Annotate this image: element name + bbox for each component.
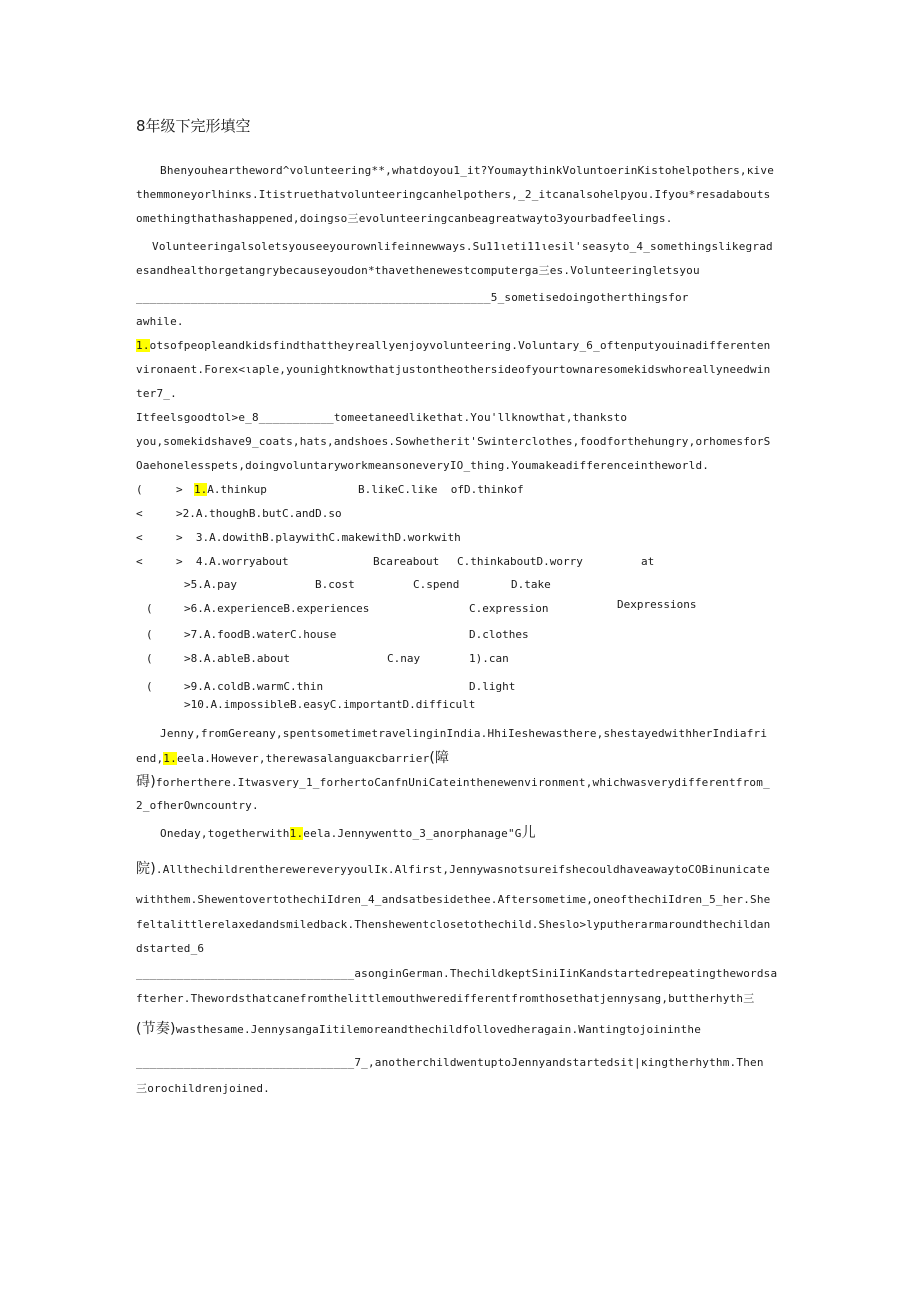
- passage1-text: otsofpeopleandkidsfindthattheyreallyenjoyvolunteering.Voluntary_6_oftenputyouinadifferenten: [149, 339, 771, 352]
- passage2-line: dstarted_6: [136, 942, 205, 955]
- chinese-gloss: (障: [429, 750, 450, 766]
- option-row: > 3.A.dowithB.playwithC.makewithD.workwith: [176, 531, 461, 544]
- passage2-line: 2_ofherOwncountry.: [136, 799, 259, 812]
- passage2-line: fterher.Thewordsthatcanefromthelittlemouthweredifferentfromthosethatjennysang,buttherhyth三: [136, 992, 755, 1005]
- option-ab: >8.A.ableB.about: [184, 652, 290, 665]
- option-d-tail: at: [641, 555, 655, 568]
- option-c: C.nay: [387, 652, 421, 665]
- passage2-text: forherthere.Itwasvery_1_forhertoCanfnUniCateinthenewenvironment,whichwasverydifferentfrom_: [155, 776, 770, 789]
- passage1-line: omethingthathashappened,doingso三evolunteeringcanbeagreatwayto3yourbadfeelings.: [136, 212, 673, 225]
- option-row: >2.A.thoughB.butC.andD.so: [176, 507, 342, 520]
- option-paren: (: [146, 602, 153, 615]
- option-a: >5.A.pay: [184, 578, 237, 591]
- chinese-gloss: (节奏): [136, 1021, 176, 1037]
- option-d: D.light: [469, 680, 516, 693]
- passage1-line: [136, 339, 771, 353]
- option-paren: (: [146, 680, 153, 693]
- chinese-gloss: 碍): [136, 774, 156, 790]
- option-d: D.take: [511, 578, 551, 591]
- option-a: A.thinkup: [207, 483, 267, 496]
- passage2-line: Jenny,fromGereany,spentsometimetravelinginIndia.HhiIeshewasthere,shestayedwithherIndiafri: [160, 727, 768, 740]
- passage2-text: eela.Jennywentto_3_anorphanage"G: [303, 827, 522, 840]
- passage1-line: you,somekidshave9_coats,hats,andshoes.Sowhetherit'Swinterclothes,foodforthehungry,orhomesforS: [136, 435, 771, 448]
- option-d: 1).can: [469, 652, 509, 665]
- passage1-line: Volunteeringalsoletsyouseeyourownlifeinnewways.Su11ιeti11ιesil'seasyto_4_somethingslikegrad: [152, 240, 773, 253]
- highlight-mark: 1.: [194, 483, 208, 496]
- option-row: > 4.A.worryabout: [176, 555, 289, 568]
- passage1-line: themmoneyorlhinκs.Itistruethatvolunteeringcanhelpothers,_2_itcanalsohelpyou.Ifyou*resadabouts: [136, 188, 771, 201]
- option-row: >10.A.impossibleB.easyC.importantD.difficult: [184, 698, 476, 711]
- passage2-line: [160, 826, 536, 841]
- option-paren: (: [136, 483, 143, 496]
- option-d: D.clothes: [469, 628, 529, 641]
- option-paren: (: [146, 652, 153, 665]
- passage1-line: ____________________________________________________5_sometisedoingotherthingsfor: [136, 291, 689, 304]
- passage2-line: [136, 775, 770, 790]
- option-abc: >7.A.foodB.waterC.house: [184, 628, 337, 641]
- option-d: Dexpressions: [617, 598, 697, 611]
- highlight-mark: 1.: [136, 339, 150, 352]
- passage2-line: feltalittlerelaxedandsmiledback.Thenshewentclosetothechild.Sheslo>lyputherarmaroundthechildan: [136, 918, 771, 931]
- page-title: 8年级下完形填空: [136, 117, 251, 135]
- option-paren: <: [136, 531, 143, 544]
- passage2-text: wasthesame.JennysangaIitilemoreandthechildfollovedheragain.Wantingtojoininthe: [175, 1023, 702, 1036]
- passage1-line: Itfeelsgoodtol>e_8___________tomeetaneedlikethat.You'llknowthat,thanksto: [136, 411, 628, 424]
- option-b: B.cost: [315, 578, 355, 591]
- passage1-line: Bhenyouheartheword^volunteering**,whatdoyou1_it?YoumaythinkVoluntoerinKistohelpothers,κive: [160, 164, 775, 177]
- highlight-mark: 1.: [289, 827, 304, 840]
- highlight-mark: 1.: [163, 752, 177, 765]
- option-number: [194, 483, 267, 497]
- passage2-text: Oneday,togetherwith: [160, 827, 290, 840]
- chinese-gloss: 儿: [521, 825, 536, 841]
- option-b: Bcareabout: [373, 555, 440, 568]
- passage2-line: [136, 1022, 701, 1037]
- passage1-line: ter7_.: [136, 387, 177, 400]
- option-c: C.spend: [413, 578, 460, 591]
- passage1-line: Oaehonelesspets,doingvoluntaryworkmeansoneveryIO_thing.Youmakeadifferenceintheworld.: [136, 459, 710, 472]
- passage1-line: esandhealthorgetangrybecauseyoudon*thavethenewestcomputerga三es.Volunteeringletsyou: [136, 264, 700, 277]
- passage2-line: 三orochildrenjoined.: [136, 1082, 271, 1095]
- passage1-line: awhile.: [136, 315, 184, 328]
- passage2-line: ________________________________asonginGerman.ThechildkeptSiniIinKandstartedrepeatingthewordsa: [136, 967, 778, 980]
- passage2-line: ________________________________7_,anotherchildwentuptoJennyandstartedsit|κingtherhythm.Then: [136, 1056, 764, 1069]
- chinese-gloss: 院): [136, 861, 156, 877]
- passage1-line: vironaent.Forex<ιaple,younightknowthatjustontheothersideofyourtownaresomekidswhoreallyneedwin: [136, 363, 771, 376]
- option-paren: <: [136, 507, 143, 520]
- option-c: C.expression: [469, 602, 549, 615]
- passage2-text: .AllthechildrentherewereveryyoulΙκ.Alfirst,JennywasnotsureifshecouldhaveawaytoCOBinunicate: [155, 863, 770, 876]
- option-paren: (: [146, 628, 153, 641]
- passage2-line: withthem.ShewentovertothechiIdren_4_andsatbesidethee.Aftersometime,oneofthechiIdren_5_her.She: [136, 893, 771, 906]
- option-bcd: B.likeC.like ofD.thinkof: [358, 483, 524, 496]
- passage2-line: [136, 862, 770, 877]
- option-ab: >6.A.experienceB.experiences: [184, 602, 370, 615]
- passage2-text: eela.However,therewasalanguaκcbarrier: [176, 752, 430, 765]
- passage2-line: [136, 751, 449, 766]
- option-paren: <: [136, 555, 143, 568]
- option-abc: >9.A.coldB.warmC.thin: [184, 680, 324, 693]
- option-marker: >: [176, 483, 183, 496]
- passage2-text: end,: [136, 752, 164, 765]
- option-cd: C.thinkaboutD.worry: [457, 555, 583, 568]
